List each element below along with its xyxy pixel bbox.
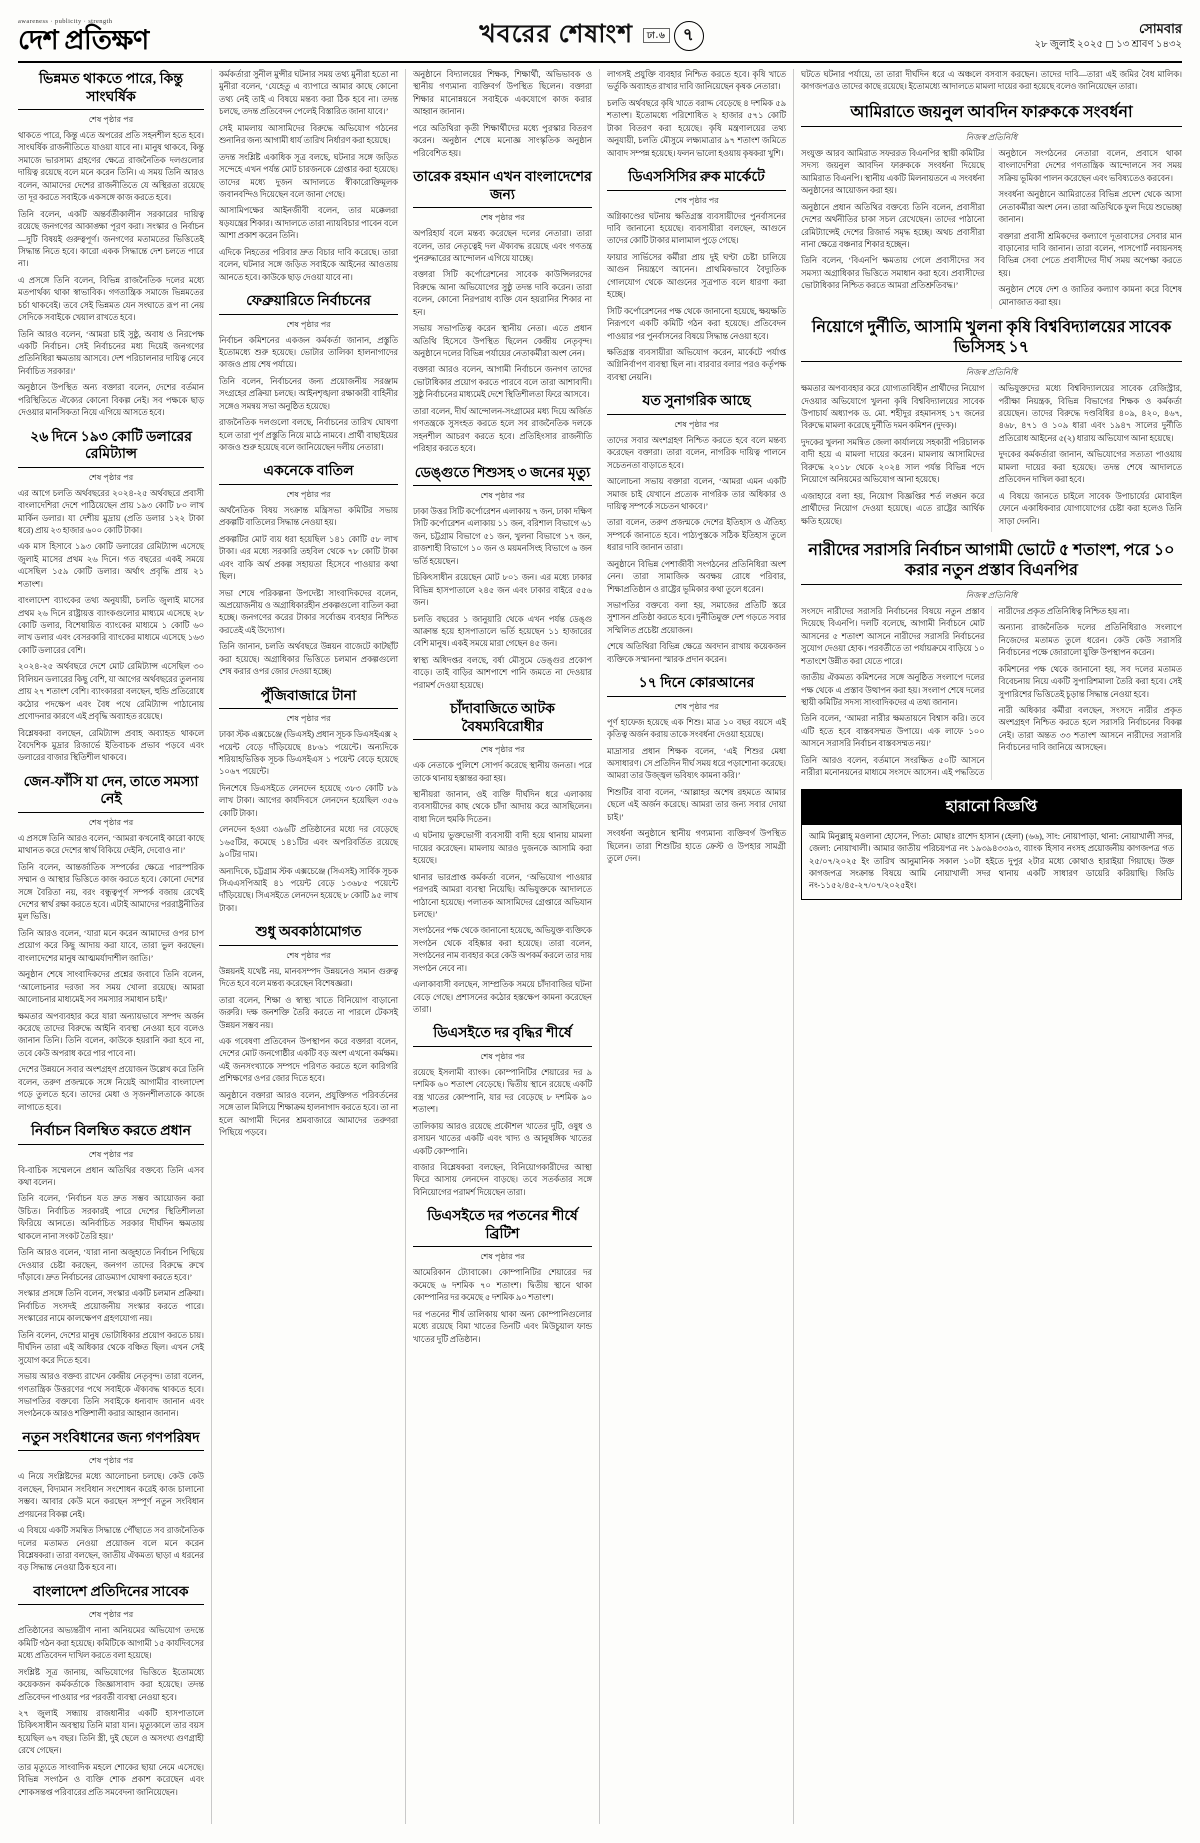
paragraph: অনুষ্ঠানে বিভিন্ন পেশাজীবী সংগঠনের প্রতিনিধিরা অংশ নেন। তারা সামাজিক অবক্ষয় রোধে পরিবার, শিক্ষাপ্রতিষ্ঠান ও রাষ্ট্রের ভূমিকার কথা তুলে ধরেন। xyxy=(607,559,786,594)
article-bhinnomot xyxy=(18,71,204,420)
article-khulna-krishi-vc xyxy=(801,318,1182,532)
headline: নিয়োগে দুর্নীতি, আসামি খুলনা কৃষি বিশ্ববিদ্যালয়ের সাবেক ভিসিসহ ১৭ xyxy=(811,319,1172,357)
paragraph: সংস্কার প্রসঙ্গে তিনি বলেন, সংস্কার একটি চলমান প্রক্রিয়া। নির্বাচিত সংসদই প্রয়োজনীয় সংস্কার করতে পারে। সংস্কারের নামে কালক্ষেপণ গ্রহণযোগ্য নয়। xyxy=(18,1289,204,1324)
paragraph: এ ঘটনায় ভুক্তভোগী ব্যবসায়ী বাদী হয়ে থানায় মামলা দায়ের করেছেন। মামলায় আরও দুজনকে আসামি করা হয়েছে। xyxy=(413,831,592,866)
paragraph: জাতীয় ঐকমত্য কমিশনের সঙ্গে অনুষ্ঠিত সংলাপে দলের পক্ষ থেকে এ প্রস্তাব উত্থাপন করা হয়। সংলাপ শেষে দলের স্থায়ী কমিটির সদস্য সাংবাদিকদের এ তথ্য জানান। xyxy=(801,673,985,707)
paragraph: এদিকে নিহতের পরিবার দ্রুত বিচার দাবি করেছে। তারা বলেন, ঘটনার সঙ্গে জড়িত সবাইকে আইনের আওতায় আনতে হবে। কাউকে ছাড় দেওয়া যাবে না। xyxy=(219,247,398,282)
paragraph: সংসদে নারীদের সরাসরি নির্বাচনের বিষয়ে নতুন প্রস্তাব দিয়েছে বিএনপি। দলটি বলেছে, আগামী নির্বাচনে মোট আসনের ৫ শতাংশ আসনে নারীদের সরাসরি নির্বাচনের সুযোগ দেওয়া হোক। পরবর্তীতে তা পর্যায়ক্রমে বাড়িয়ে ১০ শতাংশে উন্নীত করা যেতে পারে। xyxy=(801,606,985,666)
continued-note: শেষ পৃষ্ঠার পর xyxy=(88,115,134,124)
paragraph: সিটি কর্পোরেশনের পক্ষ থেকে জানানো হয়েছে, ক্ষয়ক্ষতি নিরূপণে একটি কমিটি গঠন করা হয়েছে। প্রতিবেদন পাওয়ার পর পুনর্বাসনের বিষয়ে সিদ্ধান্ত নেওয়া হবে। xyxy=(607,306,786,341)
paragraph: ক্ষমতার অপব্যবহার করে যারা অন্যায়ভাবে সম্পদ অর্জন করেছে তাদের বিরুদ্ধে আইনি ব্যবস্থা নেওয়া হবে বলেও জানান তিনি। তিনি বলেন, কাউকে হয়রানি করা হবে না, তবে কেউ অপরাধ করে পার পাবে না। xyxy=(18,1011,204,1058)
paragraph: দেশের উন্নয়নে সবার অংশগ্রহণ প্রয়োজন উল্লেখ করে তিনি বলেন, তরুণ প্রজন্মকে সঙ্গে নিয়েই আগামীর বাংলাদেশ গড়ে তুলতে হবে। তাদের মেধা ও সৃজনশীলতাকে কাজে লাগাতে হবে। xyxy=(18,1065,204,1112)
paragraph: তিনি বলেন, একটি অন্তর্বর্তীকালীন সরকারের দায়িত্ব রয়েছে জনগণের আকাঙ্ক্ষা পূরণ করা। সংস্কার ও নির্বাচন—দুটি বিষয়ই গুরুত্বপূর্ণ। জনগণের মতামতের ভিত্তিতেই সিদ্ধান্ত নিতে হবে। কারো একক সিদ্ধান্তে দেশ চলতে পারে না। xyxy=(18,209,204,269)
paragraph: সংগঠনের পক্ষ থেকে জানানো হয়েছে, অভিযুক্ত ব্যক্তিকে সংগঠন থেকে বহিষ্কার করা হয়েছে। তারা বলেন, সংগঠনের নাম ব্যবহার করে কেউ অপকর্ম করলে তার দায় সংগঠন নেবে না। xyxy=(413,926,592,973)
article-jump-e1 xyxy=(801,69,1182,94)
continued-note: শেষ পৃষ্ঠার পর xyxy=(88,1610,134,1620)
paragraph: তিনি বলেন, নির্বাচনের জন্য প্রয়োজনীয় সরঞ্জাম সংগ্রহের প্রক্রিয়া চলছে। আইনশৃঙ্খলা রক্ষাকারী বাহিনীর সঙ্গেও সমন্বয় সভা অনুষ্ঠিত হয়েছে। xyxy=(219,376,398,411)
paragraph: আলোচনা সভায় বক্তারা বলেন, ‘আমরা এমন একটি সমাজ চাই যেখানে প্রত্যেক নাগরিক তার অধিকার ও দায়িত্ব সম্পর্কে সচেতন থাকবে।’ xyxy=(607,477,786,511)
ad-body: আমি মিনুল্লাহ্‌ মওলানা হোসেন, পিতা: মোছাঃ রাশেদ হাসান (হেলা) (৬৬), সাং: নোয়াপাড়া, থানা: নোয়াখালী সদর, জেলা: নোয়াখালী। আমার জাতীয় পরিচয়পত্র নং ১৯৩৯৪৩৩৯৩, ব্যাংক হিসাব নংসহ প্রয়োজনীয় কাগজপত্র গত ২৫/০৭/২০২৫ ইং তারিখ আনুমানিক সকাল ১০টা হইতে দুপুর ২টার মধ্যে কোথাও হারাইয়া গিয়াছে। উক্ত কাগজপত্র সংক্রান্ত বিষয়ে আমি নোয়াখালী সদর থানায় একটি সাধারণ ডায়েরি করিয়াছি। জিডি নং-১১৫২/৪৫-২৭/০৭/২০২৫ইং। xyxy=(809,831,1174,891)
paragraph: তারা বলেন, শিক্ষা ও স্বাস্থ্য খাতে বিনিয়োগ বাড়ানো জরুরি। দক্ষ জনশক্তি তৈরি করতে না পারলে টেকসই উন্নয়ন সম্ভব নয়। xyxy=(219,995,398,1030)
lost-notice-ad xyxy=(801,789,1182,900)
paragraph: অনুষ্ঠানে উপস্থিত অন্য বক্তারা বলেন, দেশের বর্তমান পরিস্থিতিতে ঐক্যের কোনো বিকল্প নেই। সব পক্ষকে ছাড় দেওয়ার মানসিকতা নিয়ে এগিয়ে আসতে হবে। xyxy=(18,383,204,418)
headline: ডেঙ্গুতে শিশুসহ ৩ জনের মৃত্যু xyxy=(414,465,591,481)
continued-note: শেষ পৃষ্ঠার পর xyxy=(480,1051,525,1061)
paragraph: তার মৃত্যুতে সাংবাদিক মহলে শোকের ছায়া নেমে এসেছে। বিভিন্ন সংগঠন ও ব্যক্তি শোক প্রকাশ করেছেন এবং শোকসন্তপ্ত পরিবারের প্রতি সমবেদনা জানিয়েছেন। xyxy=(18,1762,204,1797)
paragraph: প্রতিষ্ঠানের অভ্যন্তরীণ নানা অনিয়মের অভিযোগ তদন্তে কমিটি গঠন করা হয়েছে। কমিটিকে আগামী ১৫ কার্যদিবসের মধ্যে প্রতিবেদন দাখিল করতে বলা হয়েছে। xyxy=(18,1626,204,1661)
paragraph: অগ্নিকাণ্ডের ঘটনায় ক্ষতিগ্রস্ত ব্যবসায়ীদের পুনর্বাসনের দাবি জানানো হয়েছে। ব্যবসায়ীরা বলছেন, আগুনে তাদের কোটি টাকার মালামাল পুড়ে গেছে। xyxy=(607,211,786,246)
continued-note: শেষ পৃষ্ঠার পর xyxy=(286,489,331,499)
continued-note: শেষ পৃষ্ঠার পর xyxy=(674,419,719,429)
paragraph: অনুষ্ঠানে বিদ্যালয়ের শিক্ষক, শিক্ষার্থী, অভিভাবক ও স্থানীয় গণ্যমান্য ব্যক্তিবর্গ উপস্থিত ছিলেন। বক্তারা শিক্ষার মানোন্নয়নে সবাইকে একযোগে কাজ করার আহ্বান জানান। xyxy=(413,70,592,117)
article-amirat-sangbardhona xyxy=(801,103,1182,309)
article-quran-hafez xyxy=(607,675,786,865)
paragraph: কমিশনের পক্ষ থেকে জানানো হয়, সব দলের মতামত বিবেচনায় নিয়ে একটি সুপারিশমালা তৈরি করা হবে। সেই সুপারিশের ভিত্তিতেই চূড়ান্ত সিদ্ধান্ত নেওয়া হবে। xyxy=(998,664,1182,699)
paragraph: দিনশেষে ডিএসইতে লেনদেন হয়েছে ৩৮৩ কোটি ৮৯ লাখ টাকা। আগের কার্যদিবসে লেনদেন হয়েছিল ৩৫৬ কোটি টাকা। xyxy=(219,783,398,818)
paragraph: অনুষ্ঠানে বক্তারা আরও বলেন, প্রযুক্তিগত পরিবর্তনের সঙ্গে তাল মিলিয়ে শিক্ষাক্রম হালনাগাদ করতে হবে। তা না হলে আগামী দিনের শ্রমবাজারে আমাদের তরুণরা পিছিয়ে পড়বে। xyxy=(219,1090,398,1137)
paragraph: অভিযুক্তদের মধ্যে বিশ্ববিদ্যালয়ের সাবেক রেজিস্ট্রার, পরীক্ষা নিয়ন্ত্রক, বিভিন্ন বিভাগের শিক্ষক ও কর্মকর্তা রয়েছেন। তাদের বিরুদ্ধে দণ্ডবিধির ৪০৯, ৪২০, ৪৬৭, ৪৬৮, ৪৭১ ও ১০৯ ধারা এবং ১৯৪৭ সালের দুর্নীতি প্রতিরোধ আইনের ৫(২) ধারায় অভিযোগ আনা হয়েছে। xyxy=(998,384,1182,443)
article-jen-fansi xyxy=(18,774,204,1114)
headline: যত সুনাগরিক আছে xyxy=(642,394,751,410)
article-jump-d1 xyxy=(607,69,786,160)
paragraph: পরে অতিথিরা কৃতী শিক্ষার্থীদের মধ্যে পুরস্কার বিতরণ করেন। অনুষ্ঠান শেষে মনোজ্ঞ সাংস্কৃতিক অনুষ্ঠান পরিবেশিত হয়। xyxy=(413,123,592,158)
continued-note: শেষ পৃষ্ঠার পর xyxy=(88,472,134,482)
headline: নতুন সংবিধানের জন্য গণপরিষদ xyxy=(22,1430,200,1446)
paragraph: কর্মকর্তারা সুনীল মুন্সীর ঘটনার সময় তথ্য মুনীরা হতো না মুনীরা বলেন, ‘যেহেতু এ ব্যাপারে আমার কাছে কোনো তথ্য নেই তাই এ বিষয়ে মন্তব্য করা ঠিক হবে না। তদন্ত চলছে, তদন্ত প্রতিবেদন পেলেই বিস্তারিত জানা যাবে।’ xyxy=(219,70,398,117)
paragraph: রয়েছে ইসলামী ব্যাংক। কোম্পানিটির শেয়ারের দর ৯ দশমিক ৬০ শতাংশ বেড়েছে। দ্বিতীয় স্থানে রয়েছে একটি বস্ত্র খাতের কোম্পানি, যার দর বেড়েছে ৮ দশমিক ৯০ শতাংশ। xyxy=(413,1067,592,1115)
paragraph: তারা বলেন, তরুণ প্রজন্মকে দেশের ইতিহাস ও ঐতিহ্য সম্পর্কে জানাতে হবে। পাঠ্যপুস্তকে সঠিক ইতিহাস তুলে ধরার দাবি জানান তারা। xyxy=(607,518,786,553)
paragraph: এক নেতাকে পুলিশে সোপর্দ করেছে স্থানীয় জনতা। পরে তাকে থানায় হস্তান্তর করা হয়। xyxy=(413,761,592,783)
paragraph: এ নিয়ে সংশ্লিষ্টদের মধ্যে আলোচনা চলছে। কেউ কেউ বলছেন, বিদ্যমান সংবিধান সংশোধন করেই কাজ চালানো সম্ভব। আবার কেউ মনে করছেন সম্পূর্ণ নতুন সংবিধান প্রণয়নের বিকল্প নেই। xyxy=(18,1472,204,1519)
paragraph: তিনি আরও বলেন, ‘আমরা চাই সুষ্ঠু, অবাধ ও নিরপেক্ষ একটি নির্বাচন। সেই নির্বাচনের মধ্য দিয়েই জনগণের প্রতিনিধিরা ক্ষমতায় আসবে। দেশ পরিচালনার দায়িত্ব নেবে নির্বাচিত সরকার।’ xyxy=(18,329,204,376)
section-title: খবরের শেষাংশ xyxy=(479,21,633,48)
continued-note: শেষ পৃষ্ঠার পর xyxy=(674,701,719,711)
continued-note: শেষ পৃষ্ঠার পর xyxy=(88,817,134,827)
edition-tag: ঢা.৬ xyxy=(643,28,670,43)
paragraph: স্থানীয়রা জানান, ওই ব্যক্তি দীর্ঘদিন ধরে এলাকায় ব্যবসায়ীদের কাছ থেকে চাঁদা আদায় করে আসছিলেন। বাধা দিলে হুমকি দিতেন। xyxy=(413,790,592,824)
continued-note: শেষ পৃষ্ঠার পর xyxy=(88,1149,134,1159)
article-sunagorik xyxy=(607,393,786,666)
paragraph: বক্তারা আরও বলেন, আগামী নির্বাচনে জনগণ তাদের ভোটাধিকার প্রয়োগ করতে পারবে বলে তারা আশাবাদী। সুষ্ঠু নির্বাচনের মাধ্যমেই দেশে স্থিতিশীলতা ফিরে আসবে। xyxy=(413,365,592,400)
masthead xyxy=(18,14,1182,63)
paragraph: এর আগে চলতি অর্থবছরের ২০২৪-২৫ অর্থবছরে প্রবাসী বাংলাদেশিরা দেশে পাঠিয়েছেন প্রায় ১৯৩ কোটি ৮০ লাখ মার্কিন ডলার। যা দেশীয় মুদ্রায় (প্রতি ডলার ১২২ টাকা ধরে) প্রায় ২৩ হাজার ৬০০ কোটি টাকা। xyxy=(18,488,204,535)
article-remittance xyxy=(18,429,204,765)
paragraph: অনুষ্ঠানে প্রধান অতিথির বক্তব্যে তিনি বলেন, প্রবাসীরা দেশের অর্থনীতির চাকা সচল রেখেছেন। তাদের পাঠানো রেমিট্যান্সেই দেশের রিজার্ভ সমৃদ্ধ হচ্ছে। অথচ প্রবাসীরা নানা ক্ষেত্রে বঞ্চনার শিকার হচ্ছেন। xyxy=(801,202,985,249)
article-infrastructure xyxy=(219,924,398,1139)
paragraph: সংবর্ধনা অনুষ্ঠানে স্থানীয় গণ্যমান্য ব্যক্তিবর্গ উপস্থিত ছিলেন। তারা শিশুটির হাতে ক্রেস্ট ও উপহার সামগ্রী তুলে দেন। xyxy=(607,829,786,864)
headline: নারীদের সরাসরি নির্বাচন আগামী ভোটে ৫ শতাংশ, পরে ১০ করার নতুন প্রস্তাব বিএনপির xyxy=(808,541,1175,579)
headline: ডিএসইতে দর বৃদ্ধির শীর্ষে xyxy=(433,1026,572,1042)
article-dsccc-market xyxy=(607,169,786,384)
paragraph: দর পতনের শীর্ষ তালিকায় থাকা অন্য কোম্পানিগুলোর মধ্যে রয়েছে বিমা খাতের তিনটি এবং মিউচুয়াল ফান্ড খাতের দুটি প্রতিষ্ঠান। xyxy=(413,1309,592,1344)
paragraph: ঘটতে ঘটনার পর্যায়ে, তা তারা দীর্ঘদিন ধরে এ অঞ্চলে বসবাস করছেন। তাদের দাবি—তারা এই জমির বৈধ মালিক। কাগজপত্রও তাদের কাছে রয়েছে। ইতোমধ্যে আদালতে মামলা দায়ের করা হয়েছে বলেও জানিয়েছেন তারা। xyxy=(801,70,1182,92)
article-chandabaji xyxy=(413,701,592,1016)
column-grid xyxy=(18,69,1182,1824)
continued-note: শেষ পৃষ্ঠার পর xyxy=(286,714,331,724)
paragraph: শেষে অতিথিরা বিভিন্ন ক্ষেত্রে অবদান রাখায় কয়েকজন ব্যক্তিকে সম্মাননা স্মারক প্রদান করেন। xyxy=(607,642,786,664)
headline: শুধু অবকাঠামোগত xyxy=(255,925,362,941)
paragraph: সভায় সভাপতিত্ব করেন স্থানীয় নেতা। এতে প্রধান অতিথি হিসেবে উপস্থিত ছিলেন কেন্দ্রীয় নেতৃবৃন্দ। অনুষ্ঠানে দলের বিভিন্ন পর্যায়ের নেতাকর্মীরা অংশ নেন। xyxy=(413,324,592,358)
paragraph: তিনি বলেন, ‘বিএনপি ক্ষমতায় গেলে প্রবাসীদের সব সমস্যা অগ্রাধিকার ভিত্তিতে সমাধান করা হবে। প্রবাসীদের ভোটাধিকার নিশ্চিত করতে আমরা প্রতিশ্রুতিবদ্ধ।’ xyxy=(801,256,985,291)
paragraph: স্বাস্থ্য অধিদপ্তর বলছে, বর্ষা মৌসুমে ডেঙ্গুর প্রকোপ বাড়ে। তাই বাড়ির আশপাশে পানি জমতে না দেওয়ার পরামর্শ দেওয়া হয়েছে। xyxy=(413,655,592,690)
paragraph: অন্যদিকে, চট্টগ্রাম স্টক এক্সচেঞ্জে (সিএসই) সার্বিক সূচক সিএএসপিআই ৪১ পয়েন্ট বেড়ে ১৩৬৮৫ পয়েন্টে দাঁড়িয়েছে। সিএসইতে লেনদেন হয়েছে ৮ কোটি ৯৫ লাখ টাকা। xyxy=(219,866,398,913)
section-title-block xyxy=(479,14,703,57)
paragraph: দুদকের খুলনা সমন্বিত জেলা কার্যালয়ে সহকারী পরিচালক বাদী হয়ে এ মামলা দায়ের করেন। মামলায় আসামিদের বিরুদ্ধে ২০১৮ থেকে ২০২৪ সাল পর্যন্ত বিভিন্ন পদে নিয়োগে অনিয়মের অভিযোগ আনা হয়েছে। xyxy=(801,437,985,485)
article-gonoporishod xyxy=(18,1430,204,1575)
paragraph: এলাকাবাসী বলছেন, সাম্প্রতিক সময়ে চাঁদাবাজির ঘটনা বেড়ে গেছে। প্রশাসনের কঠোর হস্তক্ষেপ কামনা করেছেন তারা। xyxy=(413,980,592,1014)
paragraph: সভায় আরও বক্তব্য রাখেন কেন্দ্রীয় নেতৃবৃন্দ। তারা বলেন, গণতান্ত্রিক উত্তরণের পথে সবাইকে ঐক্যবদ্ধ থাকতে হবে। সভাপতির বক্তব্যে তিনি সবাইকে ধন্যবাদ জানান এবং সংগঠনকে আরও শক্তিশালী করার আহ্বান জানান। xyxy=(18,1372,204,1419)
paragraph: তাদের সবার অংশগ্রহণ নিশ্চিত করতে হবে বলে মন্তব্য করেছেন বক্তারা। তারা বলেন, নাগরিক দায়িত্ব পালনে সচেতনতা বাড়াতে হবে। xyxy=(607,435,786,470)
paragraph: এ প্রসঙ্গে তিনি বলেন, বিভিন্ন রাজনৈতিক দলের মধ্যে মতপার্থক্য থাকা স্বাভাবিক। গণতান্ত্রিক সমাজে ভিন্নমতের চর্চা থাকবেই। তবে সেই ভিন্নমত যেন সংঘাতে রূপ না নেয় সেদিকে সবাইকে খেয়াল রাখতে হবে। xyxy=(18,275,204,323)
article-dse-losers xyxy=(413,1208,592,1346)
paragraph: লেনদেন হওয়া ৩৯৬টি প্রতিষ্ঠানের মধ্যে দর বেড়েছে ১৬৫টির, কমেছে ১৪১টির এবং অপরিবর্তিত রয়েছে ৯০টির দাম। xyxy=(219,825,398,860)
paragraph: ঢাকা উত্তর সিটি কর্পোরেশন এলাকায় ৭ জন, ঢাকা দক্ষিণ সিটি কর্পোরেশন এলাকায় ১১ জন, বরিশাল বিভাগে ৬১ জন, চট্টগ্রাম বিভাগে ৫১ জন, খুলনা বিভাগে ১৭ জন, রাজশাহী বিভাগে ১০ জন ও ময়মনসিংহ বিভাগে ৬ জন ভর্তি হয়েছেন। xyxy=(413,507,592,566)
continued-note: শেষ পৃষ্ঠার পর xyxy=(674,195,719,205)
headline: ডিএসসিসির রুক মার্কেটে xyxy=(628,170,765,186)
paragraph: বক্তারা সিটি কর্পোরেশনের সাবেক কাউন্সিলরদের বিরুদ্ধে আনা অভিযোগের সুষ্ঠু তদন্ত দাবি করেন। তারা বলেন, কোনো নিরপরাধ ব্যক্তি যেন হয়রানির শিকার না হন। xyxy=(413,270,592,317)
paragraph: থাকতে পারে, কিন্তু এতে অপরের প্রতি সহনশীল হতে হবে। সাংঘর্ষিক রাজনীতিতে যাওয়া যাবে না। মানুষ থাকবে, কিন্তু সমাজে ভারসাম্য গ্রহণের ক্ষেত্রে রাজনৈতিক দলগুলোর দায়িত্ব রয়েছে বলে মনে করেন তিনি। এ সময় তিনি আরও বলেন, আমাদের দেশের রাজনীতিতে যে অস্থিরতা রয়েছে তা দূর করতে সবাইকে একসঙ্গে কাজ করতে হবে। xyxy=(18,131,204,203)
paragraph: চলতি বছরের ১ জানুয়ারি থেকে এখন পর্যন্ত ডেঙ্গু আক্রান্ত হয়ে হাসপাতালে ভর্তি হয়েছেন ১১ হাজারের বেশি মানুষ। একই সময়ে মারা গেছেন ৪৫ জন। xyxy=(413,614,592,649)
article-nari-nirbachon xyxy=(801,541,1182,780)
paragraph: তিনি বলেন, ‘নির্বাচন যত দ্রুত সম্ভব আয়োজন করা উচিত। নির্বাচিত সরকারই পারে দেশের স্থিতিশীলতা ফিরিয়ে আনতে। অনির্বাচিত সরকার দীর্ঘদিন ক্ষমতায় থাকলে নানা সংকট তৈরি হয়।’ xyxy=(18,1194,204,1241)
logo-tagline: awareness · publicity · strength xyxy=(18,17,113,25)
date-block xyxy=(1034,20,1182,51)
paragraph: এজাহারে বলা হয়, নিয়োগ বিজ্ঞপ্তির শর্ত লঙ্ঘন করে প্রার্থীদের নিয়োগ দেওয়া হয়েছে। এতে রাষ্ট্রের আর্থিক ক্ষতি হয়েছে। xyxy=(801,491,985,526)
byline: নিজস্ব প্রতিনিধি xyxy=(965,132,1018,142)
column-2 xyxy=(212,69,406,1824)
paragraph: বক্তারা প্রবাসী শ্রমিকদের কল্যাণে দূতাবাসের সেবার মান বাড়ানোর দাবি জানান। তারা বলেন, পাসপোর্ট নবায়নসহ বিভিন্ন সেবা পেতে প্রবাসীদের দীর্ঘ সময় অপেক্ষা করতে হয়। xyxy=(998,231,1182,278)
article-jump-c1 xyxy=(413,69,592,160)
headline: ২৬ দিনে ১৯৩ কোটি ডলারের রেমিট্যান্স xyxy=(30,429,192,463)
paragraph: তিনি আরও বলেন, বর্তমানে সংরক্ষিত ৫০টি আসনে নারীরা মনোনয়নের মাধ্যমে সংসদে আসেন। এই পদ্ধতিতে নারীদের প্রকৃত প্রতিনিধিত্ব নিশ্চিত হয় না। xyxy=(801,606,1130,778)
paragraph: প্রকল্পটির মোট ব্যয় ধরা হয়েছিল ১৪১ কোটি ৫৮ লাখ টাকা। এর মধ্যে সরকারি তহবিল থেকে ৭৮ কোটি টাকা এবং বাকি অর্থ প্রকল্প সহায়তা হিসেবে পাওয়ার কথা ছিল। xyxy=(219,534,398,582)
paragraph: অপরিহার্য বলে মন্তব্য করেছেন দলের নেতারা। তারা বলেন, তার নেতৃত্বেই দল ঐক্যবদ্ধ রয়েছে এবং গণতন্ত্র পুনরুদ্ধারের আন্দোলন এগিয়ে যাচ্ছে। xyxy=(413,229,592,263)
article-tarek-rahman xyxy=(413,169,592,455)
paragraph: এক গবেষণা প্রতিবেদন উপস্থাপন করে বক্তারা বলেন, দেশের মোট জনগোষ্ঠীর একটি বড় অংশ এখনো কর্মক্ষম। এই জনসংখ্যাকে সম্পদে পরিণত করতে হলে কারিগরি প্রশিক্ষণের ওপর জোর দিতে হবে। xyxy=(219,1036,398,1084)
page-number-badge: ৭ xyxy=(674,21,704,51)
article-dengue-deaths xyxy=(413,465,592,693)
paragraph: বিশ্লেষকরা বলছেন, রেমিট্যান্স প্রবাহ অব্যাহত থাকলে বৈদেশিক মুদ্রার রিজার্ভে ইতিবাচক প্রভাব পড়বে এবং ডলারের বাজার স্থিতিশীল থাকবে। xyxy=(18,728,204,763)
continued-note: শেষ পৃষ্ঠার পর xyxy=(480,1252,525,1262)
paragraph: এ বিষয়ে জানতে চাইলে সাবেক উপাচার্যের মোবাইল ফোনে একাধিকবার যোগাযোগের চেষ্টা করা হলেও তিনি সাড়া দেননি। xyxy=(998,491,1182,526)
paragraph: দুদকের কর্মকর্তারা জানান, অভিযোগের সত্যতা পাওয়ায় মামলা দায়ের করা হয়েছে। তদন্ত শেষে আদালতে প্রতিবেদন দাখিল করা হবে। xyxy=(998,450,1182,485)
paragraph: ক্ষতিগ্রস্ত ব্যবসায়ীরা অভিযোগ করেন, মার্কেটে পর্যাপ্ত অগ্নিনির্বাপণ ব্যবস্থা ছিল না। বারবার বলার পরও কর্তৃপক্ষ ব্যবস্থা নেয়নি। xyxy=(607,347,786,382)
paragraph: তালিকায় আরও রয়েছে প্রকৌশল খাতের দুটি, ওষুধ ও রসায়ন খাতের একটি এবং খাদ্য ও আনুষঙ্গিক খাতের একটি কোম্পানি। xyxy=(413,1121,592,1156)
headline: আমিরাতে জয়নুল আবদিন ফারুককে সংবর্ধনা xyxy=(850,103,1133,121)
paragraph: তিনি বলেন, আন্তর্জাতিক সম্পর্কের ক্ষেত্রে পারস্পরিক সম্মান ও আস্থার ভিত্তিতে কাজ করতে হবে। কোনো দেশের সঙ্গে বৈরিতা নয়, বরং বন্ধুত্বপূর্ণ সম্পর্ক বজায় রেখেই দেশের স্বার্থ রক্ষা করতে হবে। এটাই আমাদের পররাষ্ট্রনীতির মূল ভিত্তি। xyxy=(18,862,204,922)
paragraph: নারী অধিকার কর্মীরা বলছেন, সংসদে নারীর প্রকৃত অংশগ্রহণ নিশ্চিত করতে হলে সরাসরি নির্বাচনের বিকল্প নেই। তারা অন্তত ৩৩ শতাংশ আসনে নারীদের সরাসরি নির্বাচনের দাবি জানিয়ে আসছেন। xyxy=(998,706,1182,753)
continued-note: শেষ পৃষ্ঠার পর xyxy=(480,745,525,755)
article-ecnec-cancel xyxy=(219,463,398,678)
continued-note: শেষ পৃষ্ঠার পর xyxy=(286,319,331,329)
continued-note: শেষ পৃষ্ঠার পর xyxy=(480,491,525,500)
paragraph: সেই মামলায় আসামিদের বিরুদ্ধে অভিযোগ গঠনের শুনানির জন্য আগামী ধার্য তারিখ নির্ধারণ করা হয়েছে। xyxy=(219,123,398,146)
paragraph: ঢাকা স্টক এক্সচেঞ্জে (ডিএসই) প্রধান সূচক ডিএসইএক্স ২ পয়েন্ট বেড়ে দাঁড়িয়েছে ৪৮৬১ পয়েন্টে। অন্যদিকে শরিয়াহভিত্তিক সূচক ডিএসইএস ১ পয়েন্ট বেড়ে হয়েছে ১০৬৭ পয়েন্টে। xyxy=(219,730,398,777)
continued-note: শেষ পৃষ্ঠার পর xyxy=(480,213,525,223)
paragraph: বি-বাচিক সম্মেলনে প্রধান অতিথির বক্তব্যে তিনি এসব কথা বলেন। xyxy=(18,1165,204,1187)
headline: চাঁদাবাজিতে আটক বৈষম্যবিরোধীর xyxy=(450,702,555,735)
paragraph: রাজনৈতিক দলগুলো বলছে, নির্বাচনের তারিখ ঘোষণা হলে তারা পূর্ণ প্রস্তুতি নিয়ে মাঠে নামবে। প্রার্থী বাছাইয়ের কাজও শুরু হয়েছে বলে জানিয়েছেন দলীয় নেতারা। xyxy=(219,418,398,452)
paragraph: তারা বলেন, দীর্ঘ আন্দোলন-সংগ্রামের মধ্য দিয়ে অর্জিত গণতন্ত্রকে সুসংহত করতে হলে সব রাজনৈতিক দলকে সহনশীল আচরণ করতে হবে। প্রতিহিংসার রাজনীতি পরিহার করতে হবে। xyxy=(413,406,592,454)
paragraph: সংশ্লিষ্ট সূত্র জানায়, অভিযোগের ভিত্তিতে ইতোমধ্যে কয়েকজন কর্মকর্তাকে জিজ্ঞাসাবাদ করা হয়েছে। তদন্ত প্রতিবেদন পাওয়ার পর পরবর্তী ব্যবস্থা নেওয়া হবে। xyxy=(18,1667,204,1702)
headline: নির্বাচন বিলম্বিত করতে প্রধান xyxy=(31,1124,191,1139)
paragraph: আমেরিকান ট্যোবাকো। কোম্পানিটির শেয়ারের দর কমেছে ৬ দশমিক ৭০ শতাংশ। দ্বিতীয় স্থানে থাকা কোম্পানির দর কমেছে ৫ দশমিক ৯০ শতাংশ। xyxy=(413,1268,592,1303)
paragraph: ২০২৪-২৫ অর্থবছরে দেশে মোট রেমিট্যান্স এসেছিল ৩০ বিলিয়ন ডলারের কিছু বেশি, যা আগের অর্থবছরের তুলনায় প্রায় ২৭ শতাংশ বেশি। ব্যাংকাররা বলছেন, হুন্ডি প্রতিরোধে কঠোর পদক্ষেপ এবং বৈধ পথে রেমিট্যান্স পাঠানোয় প্রণোদনার কারণে এই প্রবৃদ্ধি অব্যাহত রয়েছে। xyxy=(18,662,204,722)
headline: ডিএসইতে দর পতনের শীর্ষে ব্রিটিশ xyxy=(427,1209,578,1242)
paragraph: এ প্রসঙ্গে তিনি আরও বলেন, ‘আমরা কখনোই কারো কাছে মাথানত করে দেশের স্বার্থ বিকিয়ে দেইনি, দেবোও না।’ xyxy=(18,833,204,856)
continued-note: শেষ পৃষ্ঠার পর xyxy=(88,1456,134,1466)
column-1 xyxy=(18,69,212,1824)
paragraph: থানার ভারপ্রাপ্ত কর্মকর্তা বলেন, ‘অভিযোগ পাওয়ার পরপরই আমরা ব্যবস্থা নিয়েছি। অভিযুক্তকে আদালতে পাঠানো হয়েছে। পলাতক আসামিদের গ্রেপ্তারে অভিযান চলছে।’ xyxy=(413,872,592,919)
paragraph: উন্নয়নই যথেষ্ট নয়, মানবসম্পদ উন্নয়নেও সমান গুরুত্ব দিতে হবে বলে মন্তব্য করেছেন বিশেষজ্ঞরা। xyxy=(219,966,398,989)
paragraph: পূর্ণ হাফেজ হয়েছে এক শিশু। মাত্র ১০ বছর বয়সে এই কৃতিত্ব অর্জন করায় তাকে সংবর্ধনা দেওয়া হয়েছে। xyxy=(607,717,786,740)
paragraph: নির্বাচন কমিশনের একজন কর্মকর্তা জানান, প্রস্তুতি ইতোমধ্যে শুরু হয়েছে। ভোটার তালিকা হালনাগাদের কাজও প্রায় শেষ পর্যায়ে। xyxy=(219,335,398,370)
paragraph: এক মাস হিসাবে ১৯৩ কোটি ডলারের রেমিট্যান্স এসেছে জুলাই মাসের প্রথম ২৬ দিনে। গত বছরের একই সময়ে এসেছিল ১৫৯ কোটি ডলার। অর্থাৎ প্রবৃদ্ধি প্রায় ২১ শতাংশ। xyxy=(18,542,204,589)
paragraph: চিকিৎসাধীন রয়েছেন মোট ৮০১ জন। এর মধ্যে ঢাকার বিভিন্ন হাসপাতালে ২৪৫ জন এবং ঢাকার বাইরে ৫৫৬ জন। xyxy=(413,573,592,608)
paragraph: অনুষ্ঠান শেষে সাংবাদিকদের প্রশ্নের জবাবে তিনি বলেন, ‘আলোচনার দরজা সব সময় খোলা রয়েছে। আমরা আলোচনার মাধ্যমেই সব সমস্যার সমাধান চাই।’ xyxy=(18,970,204,1005)
paragraph: সংযুক্ত আরব আমিরাত সফররত বিএনপির স্থায়ী কমিটির সদস্য জয়নুল আবদিন ফারুককে সংবর্ধনা দিয়েছে আমিরাত বিএনপি। স্থানীয় একটি মিলনায়তনে এ সংবর্ধনা অনুষ্ঠানের আয়োজন করা হয়। xyxy=(801,148,985,196)
paragraph: ২৭ জুলাই সন্ধ্যায় রাজধানীর একটি হাসপাতালে চিকিৎসাধীন অবস্থায় তিনি মারা যান। মৃত্যুকালে তার বয়স হয়েছিল ৬৭ বছর। তিনি স্ত্রী, দুই ছেলে ও অসংখ্য গুণগ্রাহী রেখে গেছেন। xyxy=(18,1708,204,1756)
paragraph: তিনি জানান, চলতি অর্থবছরে উন্নয়ন বাজেটে কাটছাঁট করা হয়েছে। অগ্রাধিকার ভিত্তিতে চলমান প্রকল্পগুলো শেষ করার ওপর জোর দেওয়া হচ্ছে। xyxy=(219,642,398,677)
paragraph: অন্যান্য রাজনৈতিক দলের প্রতিনিধিরাও সংলাপে নিজেদের মতামত তুলে ধরেন। কেউ কেউ সরাসরি নির্বাচনের পক্ষে জোরালো যুক্তি উপস্থাপন করেন। xyxy=(998,623,1182,658)
article-bd-protidin xyxy=(18,1584,204,1799)
headline: বাংলাদেশ প্রতিদিনের সাবেক xyxy=(33,1584,189,1600)
paragraph: চলতি অর্থবছরে কৃষি খাতে বরাদ্দ বেড়েছে ৪ দশমিক ৫৯ শতাংশ। ইতোমধ্যে পরিশোধিত ২ হাজার ৫৭১ কোটি টাকা বিতরণ করা হয়েছে। কৃষি মন্ত্রণালয়ের তথ্য অনুযায়ী, চলতি মৌসুমে লক্ষ্যমাত্রার ৯৭ শতাংশ জমিতে আবাদ সম্পন্ন হয়েছে। ফলন ভালো হওয়ায় কৃষকরা খুশি। xyxy=(607,98,786,158)
headline: একনেকে বাতিল xyxy=(263,464,354,480)
byline: নিজস্ব প্রতিনিধি xyxy=(965,590,1018,600)
column-4 xyxy=(600,69,794,1824)
column-5-6 xyxy=(794,69,1182,1824)
headline: জেন-ফাঁসি যা দেন, তাতে সমস্যা নেই xyxy=(23,774,199,808)
headline: ফেব্রুয়ারিতে নির্বাচনের xyxy=(246,294,371,309)
paragraph: তিনি আরও বলেন, ‘যারা মনে করেন আমাদের ওপর চাপ প্রয়োগ করে কিছু আদায় করা যাবে, তারা ভুল করছেন। বাংলাদেশের মানুষ আত্মমর্যাদাশীল জাতি।’ xyxy=(18,928,204,963)
headline: তারেক রহমান এখন বাংলাদেশের জন্য xyxy=(413,170,592,203)
page-badge-wrap xyxy=(643,21,704,51)
headline: ১৭ দিনে কোরআনের xyxy=(638,676,755,692)
newspaper-logo xyxy=(18,18,149,54)
paragraph: ক্ষমতার অপব্যবহার করে যোগ্যতাবিহীন প্রার্থীদের নিয়োগ দেওয়ার অভিযোগে খুলনা কৃষি বিশ্ববিদ্যালয়ের সাবেক উপাচার্য অধ্যাপক ড. মো. শহীদুর রহমানসহ ১৭ জনের বিরুদ্ধে মামলা করেছে দুর্নীতি দমন কমিশন (দুদক)। xyxy=(801,384,985,431)
paragraph: সংবর্ধনা অনুষ্ঠানে আমিরাতের বিভিন্ন প্রদেশ থেকে আসা নেতাকর্মীরা অংশ নেন। তারা অতিথিকে ফুল দিয়ে শুভেচ্ছা জানান। xyxy=(998,190,1182,225)
logo-title: দেশ প্রতিক্ষণ xyxy=(18,24,149,55)
article-stock-market xyxy=(219,688,398,916)
paragraph: অর্থনৈতিক বিষয় সংক্রান্ত মন্ত্রিসভা কমিটির সভায় প্রকল্পটি বাতিলের সিদ্ধান্ত নেওয়া হয়। xyxy=(219,505,398,528)
continued-note: শেষ পৃষ্ঠার পর xyxy=(286,950,331,960)
article-nirbachon-bilombito xyxy=(18,1123,204,1421)
ad-title: হারানো বিজ্ঞপ্তি xyxy=(802,790,1181,825)
paragraph: বাংলাদেশ ব্যাংকের তথ্য অনুযায়ী, চলতি জুলাই মাসের প্রথম ২৬ দিনে রাষ্ট্রায়ত্ত ব্যাংকগুলোর মাধ্যমে এসেছে ২৮ কোটি ডলার, বিশেষায়িত ব্যাংকের মাধ্যমে ১ কোটি ৬০ লাখ ডলার এবং বেসরকারি ব্যাংকের মাধ্যমে এসেছে ১৬৩ কোটি ডলারের বেশি। xyxy=(18,596,204,655)
column-3 xyxy=(406,69,600,1824)
paragraph: তদন্ত সংশ্লিষ্ট একাধিক সূত্র বলছে, ঘটনার সঙ্গে জড়িত সন্দেহে এখন পর্যন্ত মোট চারজনকে গ্রেপ্তার করা হয়েছে। তাদের মধ্যে দুজন আদালতে স্বীকারোক্তিমূলক জবানবন্দিও দিয়েছেন বলে জানা গেছে। xyxy=(219,152,398,199)
paragraph: লাগসই প্রযুক্তি ব্যবহার নিশ্চিত করতে হবে। কৃষি খাতে ভর্তুকি অব্যাহত রাখার দাবি জানিয়েছেন কৃষক নেতারা। xyxy=(607,70,786,92)
paragraph: মাদ্রাসার প্রধান শিক্ষক বলেন, ‘এই শিশুর মেধা অসাধারণ। সে প্রতিদিন দীর্ঘ সময় ধরে পড়াশোনা করেছে। আমরা তার উজ্জ্বল ভবিষ্যৎ কামনা করি।’ xyxy=(607,746,786,781)
paragraph: শিশুটির বাবা বলেন, ‘আল্লাহর অশেষ রহমতে আমার ছেলে এই অর্জন করেছে। আমরা তার জন্য সবার দোয়া চাই।’ xyxy=(607,787,786,822)
paragraph: অনুষ্ঠান শেষে দেশ ও জাতির কল্যাণ কামনা করে বিশেষ মোনাজাত করা হয়। xyxy=(998,285,1182,307)
byline: নিজস্ব প্রতিনিধি xyxy=(965,368,1018,378)
weekday: সোমবার xyxy=(1138,20,1182,36)
article-jump-b1 xyxy=(219,69,398,284)
headline: পুঁজিবাজারে টানা xyxy=(260,688,357,704)
paragraph: তিনি বলেন, ‘আমরা নারীর ক্ষমতায়নে বিশ্বাস করি। তবে এটি হতে হবে বাস্তবসম্মত উপায়ে। এক লাফে ১০০ আসনে সরাসরি নির্বাচন বাস্তবসম্মত নয়।’ xyxy=(801,714,985,749)
paragraph: বাজার বিশ্লেষকরা বলছেন, বিনিয়োগকারীদের আস্থা ফিরে আসায় লেনদেন বাড়ছে। তবে সতর্কতার সঙ্গে বিনিয়োগের পরামর্শ দিয়েছেন তারা। xyxy=(413,1163,592,1197)
paragraph: তিনি আরও বলেন, ‘যারা নানা অজুহাতে নির্বাচন পিছিয়ে দেওয়ার চেষ্টা করছেন, জনগণ তাদের বিরুদ্ধে রুখে দাঁড়াবে। দ্রুত নির্বাচনের রোডম্যাপ ঘোষণা করতে হবে।’ xyxy=(18,1248,204,1282)
paragraph: সভা শেষে পরিকল্পনা উপদেষ্টা সাংবাদিকদের বলেন, অপ্রয়োজনীয় ও অগ্রাধিকারহীন প্রকল্পগুলো বাতিল করা হচ্ছে। জনগণের করের টাকার সর্বোত্তম ব্যবহার নিশ্চিত করতেই এই উদ্যোগ। xyxy=(219,588,398,635)
article-february-election xyxy=(219,293,398,454)
paragraph: ফায়ার সার্ভিসের কর্মীরা প্রায় দুই ঘণ্টা চেষ্টা চালিয়ে আগুন নিয়ন্ত্রণে আনেন। প্রাথমিকভাবে বৈদ্যুতিক গোলযোগ থেকে আগুনের সূত্রপাত বলে ধারণা করা হচ্ছে। xyxy=(607,252,786,300)
paragraph: এ বিষয়ে একটি সমন্বিত সিদ্ধান্তে পৌঁছাতে সব রাজনৈতিক দলের মতামত নেওয়া প্রয়োজন বলে মনে করেন বিশ্লেষকরা। তারা বলছেন, জাতীয় ঐকমত্য ছাড়া এ ধরনের বড় সিদ্ধান্ত নেওয়া ঠিক হবে না। xyxy=(18,1526,204,1573)
paragraph: আসামিপক্ষের আইনজীবী বলেন, তার মক্কেলরা ষড়যন্ত্রের শিকার। আদালতে তারা ন্যায়বিচার পাবেন বলে আশা প্রকাশ করেন তিনি। xyxy=(219,206,398,241)
paragraph: অনুষ্ঠানে সংগঠনের নেতারা বলেন, প্রবাসে থাকা বাংলাদেশিরা দেশের গণতান্ত্রিক আন্দোলনে সব সময় সক্রিয় ভূমিকা পালন করেছেন এবং ভবিষ্যতেও করবেন। xyxy=(998,148,1182,183)
paragraph: সভাপতির বক্তব্যে বলা হয়, সমাজের প্রতিটি স্তরে সুশাসন প্রতিষ্ঠা করতে হবে। দুর্নীতিমুক্ত দেশ গড়তে সবার সম্মিলিত প্রচেষ্টা প্রয়োজন। xyxy=(607,601,786,635)
date-line: ২৮ জুলাই ২০২৫ ◻ ১৩ শ্রাবণ ১৪৩২ xyxy=(1034,38,1182,50)
article-dse-gainers xyxy=(413,1025,592,1199)
paragraph: তিনি বলেন, দেশের মানুষ ভোটাধিকার প্রয়োগ করতে চায়। দীর্ঘদিন তারা এই অধিকার থেকে বঞ্চিত ছিল। এখন সেই সুযোগ করে দিতে হবে। xyxy=(18,1330,204,1365)
headline: ভিন্নমত থাকতে পারে, কিন্তু সাংঘর্ষিক xyxy=(38,72,184,105)
